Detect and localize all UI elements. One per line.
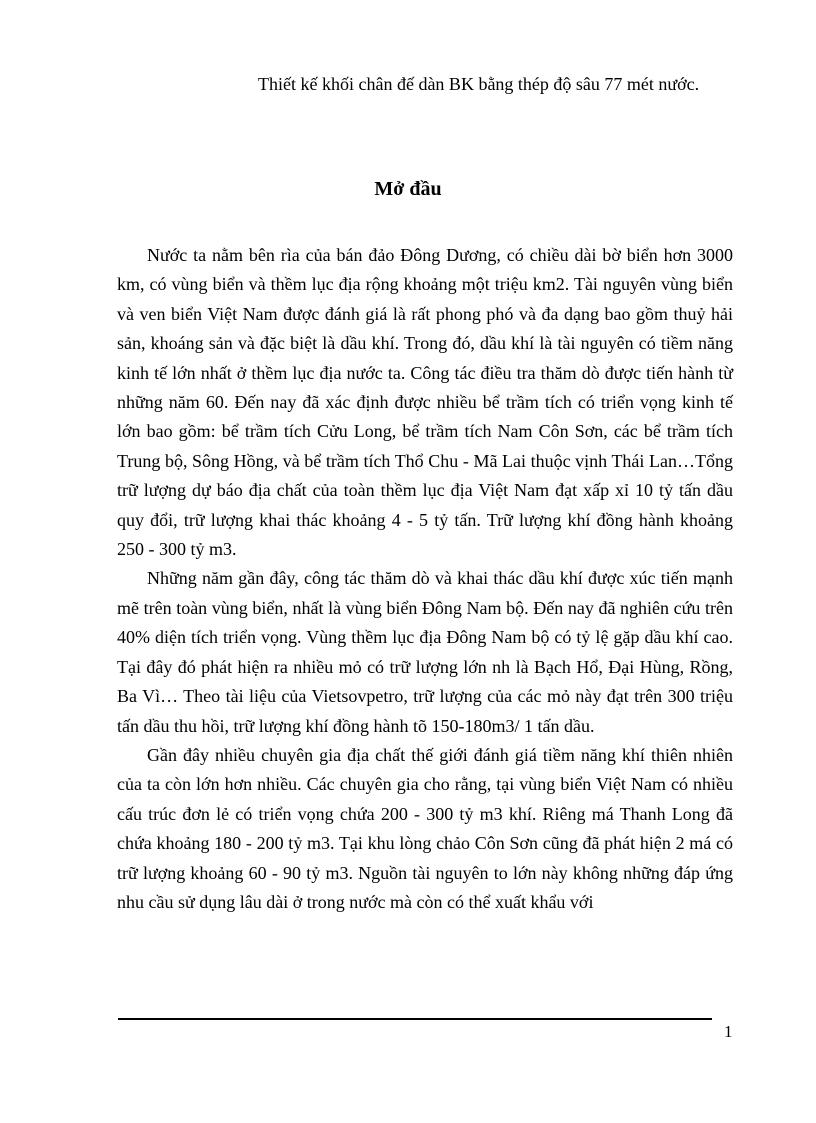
paragraph-2: Những năm gần đây, công tác thăm dò và khai thác dầu khí được xúc tiến mạnh mẽ trên toàn vùng biển, nhất là vùng biển Đông Nam bộ. Đến nay đã nghiên cứu trên 40% diện tích triển vọng. Vùng thềm lục địa Đông Nam bộ có tỷ lệ gặp dầu khí cao. Tại đây đó phát hiện ra nhiều mỏ có trữ lượng lớn nh là Bạch Hổ, Đại Hùng, Rồng, Ba Vì… Theo tài liệu của Vietsovpetro, trữ lượng của các mỏ này đạt trên 300 triệu tấn dầu thu hồi, trữ lượng khí đồng hành tõ 150-180m3/ 1 tấn dầu.: [117, 568, 733, 736]
running-header: Thiết kế khối chân đế dàn BK bằng thép độ sâu 77 mét nước.: [258, 74, 700, 94]
paragraph-1: Nước ta nằm bên rìa của bán đảo Đông Dương, có chiều dài bờ biển hơn 3000 km, có vùng biển và thềm lục địa rộng khoảng một triệu km2. Tài nguyên vùng biển và ven biển Việt Nam được đánh giá là rất phong phó và đa dạng bao gồm thuỷ hải sản, khoáng sản và đặc biệt là dầu khí. Trong đó, dầu khí là tài nguyên có tiềm năng kinh tế lớn nhất ở thềm lục địa nước ta. Công tác điều tra thăm dò được tiến hành từ những năm 60. Đến nay đã xác định được nhiều bể trầm tích có triển vọng kinh tế lớn bao gồm: bể trầm tích Cửu Long, bể trầm tích Nam Côn Sơn, các bể trầm tích Trung bộ, Sông Hồng, và bể trầm tích Thổ Chu - Mã Lai thuộc vịnh Thái Lan…Tổng trữ lượng dự báo địa chất của toàn thềm lục địa Việt Nam đạt xấp xỉ 10 tỷ tấn dầu quy đổi, trữ lượng khai thác khoảng 4 - 5 tỷ tấn. Trữ lượng khí đồng hành khoảng 250 - 300 tỷ m3.: [117, 245, 733, 560]
body-text: [117, 241, 733, 917]
paragraph-3: Gần đây nhiều chuyên gia địa chất thế giới đánh giá tiềm năng khí thiên nhiên của ta còn lớn hơn nhiều. Các chuyên gia cho rằng, tại vùng biển Việt Nam có nhiều cấu trúc đơn lẻ có triển vọng chứa 200 - 300 tỷ m3 khí. Riêng má Thanh Long đã chứa khoảng 180 - 200 tỷ m3. Tại khu lòng chảo Côn Sơn cũng đã phát hiện 2 má có trữ lượng khoảng 60 - 90 tỷ m3. Nguồn tài nguyên to lớn này không những đáp ứng nhu cầu sử dụng lâu dài ở trong nước mà còn có thể xuất khẩu với: [117, 744, 733, 912]
section-title: Mở đầu: [374, 178, 442, 200]
page-number: 1: [724, 1022, 733, 1041]
footer-divider: [118, 1018, 712, 1020]
